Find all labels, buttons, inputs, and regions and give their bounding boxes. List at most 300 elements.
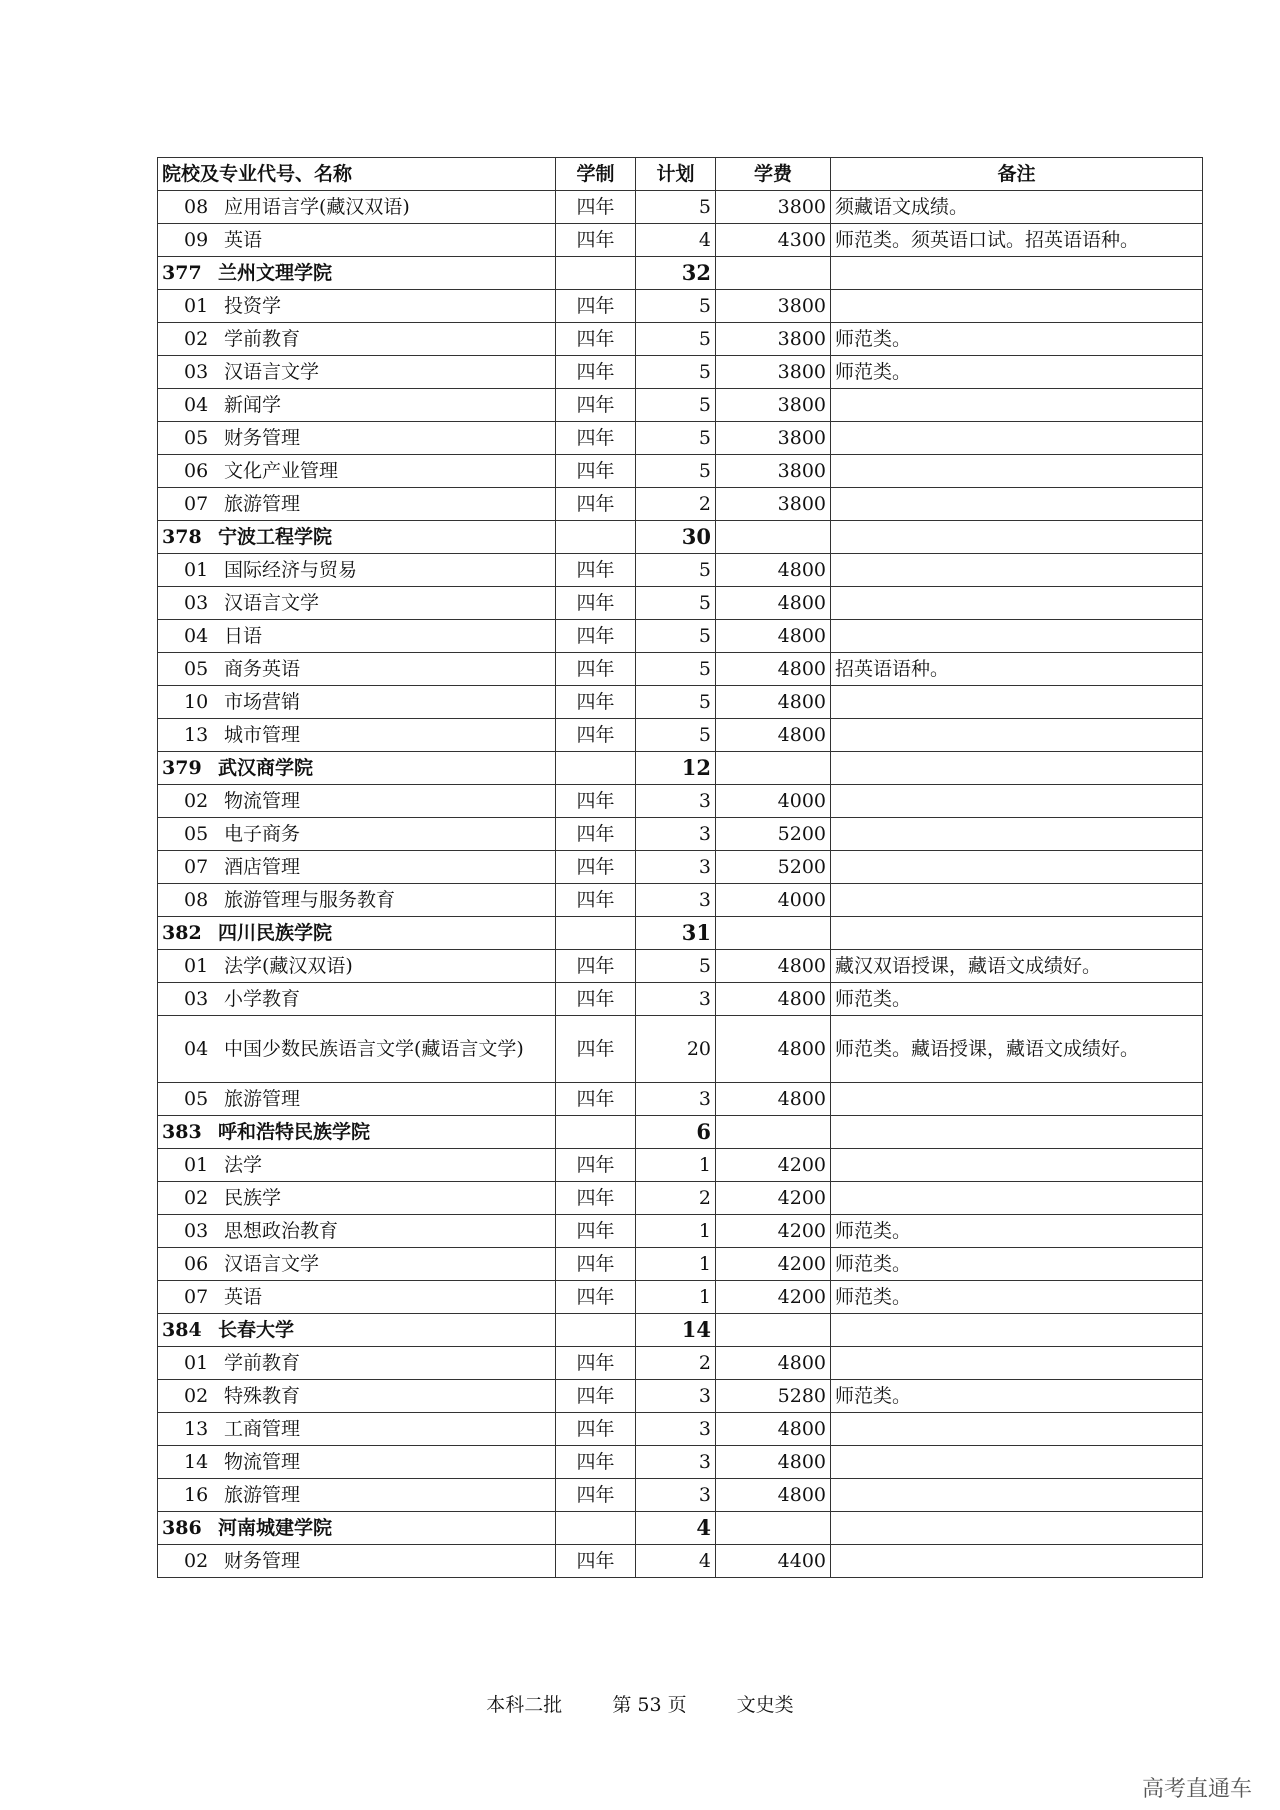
school-name: 河南城建学院 — [218, 1517, 333, 1539]
note-cell: 师范类。藏语授课，藏语文成绩好。 — [831, 1016, 1203, 1083]
major-code: 13 — [184, 1418, 209, 1440]
duration-cell: 四年 — [556, 455, 636, 488]
fee-cell: 3800 — [716, 422, 831, 455]
note-cell: 师范类。 — [831, 356, 1203, 389]
major-code: 02 — [184, 1385, 209, 1407]
major-name: 酒店管理 — [224, 856, 301, 878]
major-row — [158, 356, 1203, 389]
school-code: 384 — [162, 1319, 202, 1341]
fee-cell — [716, 1116, 831, 1149]
major-row — [158, 620, 1203, 653]
duration-cell — [556, 917, 636, 950]
duration-cell: 四年 — [556, 884, 636, 917]
major-row — [158, 1248, 1203, 1281]
school-code: 377 — [162, 262, 202, 284]
fee-cell: 4200 — [716, 1281, 831, 1314]
major-row — [158, 818, 1203, 851]
major-code: 07 — [184, 493, 209, 515]
fee-cell: 4800 — [716, 653, 831, 686]
duration-cell: 四年 — [556, 1413, 636, 1446]
major-name: 旅游管理 — [224, 1088, 301, 1110]
fee-cell: 3800 — [716, 356, 831, 389]
plan-cell: 1 — [636, 1149, 716, 1182]
duration-cell: 四年 — [556, 818, 636, 851]
duration-cell: 四年 — [556, 950, 636, 983]
major-name: 法学(藏汉双语) — [224, 955, 353, 977]
note-cell — [831, 1182, 1203, 1215]
footer-batch: 本科二批 — [486, 1694, 563, 1716]
duration-cell: 四年 — [556, 983, 636, 1016]
major-row — [158, 851, 1203, 884]
major-name: 物流管理 — [224, 790, 301, 812]
duration-cell: 四年 — [556, 1016, 636, 1083]
fee-cell: 4800 — [716, 950, 831, 983]
fee-cell: 3800 — [716, 323, 831, 356]
header-duration: 学制 — [556, 158, 636, 191]
fee-cell — [716, 521, 831, 554]
major-cell — [158, 1281, 556, 1314]
school-name: 呼和浩特民族学院 — [218, 1121, 371, 1143]
duration-cell: 四年 — [556, 1248, 636, 1281]
plan-cell: 3 — [636, 785, 716, 818]
school-row — [158, 917, 1203, 950]
major-cell — [158, 1413, 556, 1446]
header-name: 院校及专业代号、名称 — [158, 158, 556, 191]
school-row — [158, 1116, 1203, 1149]
plan-cell: 5 — [636, 587, 716, 620]
plan-cell: 5 — [636, 950, 716, 983]
fee-cell — [716, 1512, 831, 1545]
admissions-table — [157, 157, 1203, 1578]
major-cell — [158, 1347, 556, 1380]
major-name: 国际经济与贸易 — [224, 559, 358, 581]
note-cell — [831, 1545, 1203, 1578]
major-code: 01 — [184, 1352, 209, 1374]
major-cell — [158, 686, 556, 719]
major-code: 01 — [184, 955, 209, 977]
major-row — [158, 455, 1203, 488]
duration-cell: 四年 — [556, 488, 636, 521]
major-cell — [158, 389, 556, 422]
major-cell — [158, 1083, 556, 1116]
major-cell — [158, 1479, 556, 1512]
major-cell — [158, 1545, 556, 1578]
plan-cell: 14 — [636, 1314, 716, 1347]
plan-cell: 5 — [636, 389, 716, 422]
major-cell — [158, 950, 556, 983]
note-cell: 师范类。须英语口试。招英语语种。 — [831, 224, 1203, 257]
school-code: 386 — [162, 1517, 202, 1539]
footer-page-number: 第 53 页 — [612, 1694, 687, 1716]
footer-category: 文史类 — [736, 1694, 794, 1716]
major-code: 04 — [184, 1038, 209, 1060]
fee-cell: 5280 — [716, 1380, 831, 1413]
fee-cell: 4200 — [716, 1215, 831, 1248]
note-cell: 师范类。 — [831, 983, 1203, 1016]
major-name: 学前教育 — [224, 1352, 301, 1374]
major-code: 06 — [184, 460, 209, 482]
note-cell — [831, 521, 1203, 554]
note-cell — [831, 1446, 1203, 1479]
duration-cell: 四年 — [556, 224, 636, 257]
school-row — [158, 1512, 1203, 1545]
major-row — [158, 323, 1203, 356]
major-name: 旅游管理 — [224, 1484, 301, 1506]
plan-cell: 3 — [636, 983, 716, 1016]
major-name: 旅游管理 — [224, 493, 301, 515]
major-cell — [158, 1149, 556, 1182]
plan-cell: 32 — [636, 257, 716, 290]
note-cell: 师范类。 — [831, 1281, 1203, 1314]
duration-cell: 四年 — [556, 1545, 636, 1578]
school-name: 长春大学 — [218, 1319, 295, 1341]
major-row — [158, 1149, 1203, 1182]
school-name: 武汉商学院 — [218, 757, 314, 779]
school-code: 382 — [162, 922, 202, 944]
school-cell — [158, 257, 556, 290]
duration-cell: 四年 — [556, 389, 636, 422]
major-code: 07 — [184, 856, 209, 878]
note-cell — [831, 1314, 1203, 1347]
note-cell — [831, 290, 1203, 323]
major-code: 06 — [184, 1253, 209, 1275]
school-code: 383 — [162, 1121, 202, 1143]
note-cell — [831, 257, 1203, 290]
major-code: 03 — [184, 361, 209, 383]
duration-cell: 四年 — [556, 851, 636, 884]
major-row — [158, 1347, 1203, 1380]
plan-cell: 4 — [636, 224, 716, 257]
duration-cell: 四年 — [556, 1083, 636, 1116]
duration-cell: 四年 — [556, 785, 636, 818]
school-cell — [158, 521, 556, 554]
fee-cell: 3800 — [716, 389, 831, 422]
major-name: 旅游管理与服务教育 — [224, 889, 396, 911]
plan-cell: 5 — [636, 686, 716, 719]
plan-cell: 3 — [636, 1380, 716, 1413]
major-name: 投资学 — [224, 295, 282, 317]
major-code: 01 — [184, 1154, 209, 1176]
major-cell — [158, 620, 556, 653]
duration-cell: 四年 — [556, 653, 636, 686]
note-cell — [831, 422, 1203, 455]
plan-cell: 2 — [636, 1347, 716, 1380]
major-cell — [158, 290, 556, 323]
note-cell: 藏汉双语授课，藏语文成绩好。 — [831, 950, 1203, 983]
major-cell — [158, 488, 556, 521]
fee-cell — [716, 917, 831, 950]
major-code: 05 — [184, 658, 209, 680]
major-row — [158, 950, 1203, 983]
major-code: 01 — [184, 295, 209, 317]
major-name: 财务管理 — [224, 1550, 301, 1572]
note-cell — [831, 851, 1203, 884]
note-cell: 须藏语文成绩。 — [831, 191, 1203, 224]
plan-cell: 30 — [636, 521, 716, 554]
major-code: 03 — [184, 988, 209, 1010]
major-name: 特殊教育 — [224, 1385, 301, 1407]
fee-cell: 4300 — [716, 224, 831, 257]
note-cell — [831, 785, 1203, 818]
table-header-row — [158, 158, 1203, 191]
major-cell — [158, 455, 556, 488]
major-row — [158, 1083, 1203, 1116]
plan-cell: 1 — [636, 1281, 716, 1314]
major-code: 01 — [184, 559, 209, 581]
plan-cell: 3 — [636, 1083, 716, 1116]
major-name: 城市管理 — [224, 724, 301, 746]
note-cell — [831, 389, 1203, 422]
note-cell — [831, 818, 1203, 851]
school-row — [158, 521, 1203, 554]
plan-cell: 3 — [636, 1413, 716, 1446]
major-name: 商务英语 — [224, 658, 301, 680]
major-cell — [158, 224, 556, 257]
fee-cell: 4800 — [716, 983, 831, 1016]
duration-cell: 四年 — [556, 1380, 636, 1413]
major-row — [158, 686, 1203, 719]
plan-cell: 5 — [636, 554, 716, 587]
plan-cell: 4 — [636, 1512, 716, 1545]
note-cell — [831, 1413, 1203, 1446]
major-code: 03 — [184, 592, 209, 614]
fee-cell: 4000 — [716, 884, 831, 917]
note-cell — [831, 686, 1203, 719]
fee-cell: 4400 — [716, 1545, 831, 1578]
fee-cell: 4800 — [716, 686, 831, 719]
major-cell — [158, 1446, 556, 1479]
plan-cell: 5 — [636, 653, 716, 686]
school-name: 四川民族学院 — [218, 922, 333, 944]
major-row — [158, 1380, 1203, 1413]
plan-cell: 5 — [636, 719, 716, 752]
fee-cell: 4200 — [716, 1248, 831, 1281]
duration-cell: 四年 — [556, 554, 636, 587]
duration-cell — [556, 257, 636, 290]
fee-cell: 4800 — [716, 1479, 831, 1512]
major-row — [158, 884, 1203, 917]
major-cell — [158, 1016, 556, 1083]
major-row — [158, 554, 1203, 587]
major-cell — [158, 785, 556, 818]
fee-cell: 4800 — [716, 719, 831, 752]
header-note: 备注 — [831, 158, 1203, 191]
fee-cell: 4800 — [716, 620, 831, 653]
major-code: 13 — [184, 724, 209, 746]
duration-cell: 四年 — [556, 1479, 636, 1512]
note-cell — [831, 488, 1203, 521]
major-code: 02 — [184, 328, 209, 350]
note-cell — [831, 884, 1203, 917]
duration-cell: 四年 — [556, 1281, 636, 1314]
school-cell — [158, 1116, 556, 1149]
major-code: 04 — [184, 394, 209, 416]
school-row — [158, 1314, 1203, 1347]
major-row — [158, 1413, 1203, 1446]
fee-cell: 4200 — [716, 1149, 831, 1182]
major-name: 中国少数民族语言文学(藏语言文学) — [224, 1038, 524, 1060]
plan-cell: 20 — [636, 1016, 716, 1083]
major-cell — [158, 422, 556, 455]
fee-cell: 3800 — [716, 455, 831, 488]
major-code: 04 — [184, 625, 209, 647]
note-cell — [831, 1512, 1203, 1545]
plan-cell: 12 — [636, 752, 716, 785]
note-cell: 师范类。 — [831, 1248, 1203, 1281]
major-code: 02 — [184, 1187, 209, 1209]
major-code: 05 — [184, 1088, 209, 1110]
note-cell: 师范类。 — [831, 1215, 1203, 1248]
major-name: 市场营销 — [224, 691, 301, 713]
major-name: 日语 — [224, 625, 263, 647]
major-code: 08 — [184, 196, 209, 218]
duration-cell: 四年 — [556, 620, 636, 653]
plan-cell: 5 — [636, 290, 716, 323]
major-code: 05 — [184, 823, 209, 845]
major-cell — [158, 323, 556, 356]
fee-cell — [716, 1314, 831, 1347]
duration-cell: 四年 — [556, 323, 636, 356]
header-fee: 学费 — [716, 158, 831, 191]
major-code: 02 — [184, 1550, 209, 1572]
major-row — [158, 1016, 1203, 1083]
major-name: 文化产业管理 — [224, 460, 339, 482]
duration-cell: 四年 — [556, 686, 636, 719]
duration-cell — [556, 1512, 636, 1545]
major-cell — [158, 884, 556, 917]
major-name: 英语 — [224, 1286, 263, 1308]
major-code: 03 — [184, 1220, 209, 1242]
fee-cell: 4800 — [716, 587, 831, 620]
major-code: 08 — [184, 889, 209, 911]
plan-cell: 31 — [636, 917, 716, 950]
school-cell — [158, 1314, 556, 1347]
duration-cell — [556, 752, 636, 785]
major-name: 应用语言学(藏汉双语) — [224, 196, 410, 218]
plan-cell: 2 — [636, 488, 716, 521]
major-row — [158, 1545, 1203, 1578]
note-cell — [831, 587, 1203, 620]
major-row — [158, 1281, 1203, 1314]
fee-cell — [716, 752, 831, 785]
fee-cell: 4200 — [716, 1182, 831, 1215]
major-code: 16 — [184, 1484, 209, 1506]
school-row — [158, 752, 1203, 785]
major-cell — [158, 653, 556, 686]
major-name: 思想政治教育 — [224, 1220, 339, 1242]
note-cell: 师范类。 — [831, 323, 1203, 356]
major-name: 法学 — [224, 1154, 263, 1176]
major-cell — [158, 818, 556, 851]
major-row — [158, 1479, 1203, 1512]
major-row — [158, 1215, 1203, 1248]
note-cell — [831, 620, 1203, 653]
duration-cell — [556, 1314, 636, 1347]
duration-cell: 四年 — [556, 191, 636, 224]
fee-cell: 3800 — [716, 290, 831, 323]
major-cell — [158, 719, 556, 752]
major-code: 05 — [184, 427, 209, 449]
major-row — [158, 389, 1203, 422]
duration-cell — [556, 521, 636, 554]
fee-cell: 5200 — [716, 851, 831, 884]
school-code: 378 — [162, 526, 202, 548]
major-cell — [158, 1182, 556, 1215]
major-name: 汉语言文学 — [224, 1253, 320, 1275]
plan-cell: 1 — [636, 1248, 716, 1281]
fee-cell: 4800 — [716, 554, 831, 587]
major-code: 14 — [184, 1451, 209, 1473]
major-cell — [158, 554, 556, 587]
fee-cell — [716, 257, 831, 290]
note-cell — [831, 719, 1203, 752]
duration-cell: 四年 — [556, 587, 636, 620]
major-name: 财务管理 — [224, 427, 301, 449]
major-cell — [158, 191, 556, 224]
fee-cell: 4800 — [716, 1413, 831, 1446]
fee-cell: 4800 — [716, 1446, 831, 1479]
major-cell — [158, 1248, 556, 1281]
note-cell: 招英语语种。 — [831, 653, 1203, 686]
major-name: 学前教育 — [224, 328, 301, 350]
note-cell — [831, 1116, 1203, 1149]
major-row — [158, 488, 1203, 521]
duration-cell: 四年 — [556, 1149, 636, 1182]
major-code: 07 — [184, 1286, 209, 1308]
major-name: 新闻学 — [224, 394, 282, 416]
note-cell — [831, 1149, 1203, 1182]
major-name: 电子商务 — [224, 823, 301, 845]
duration-cell: 四年 — [556, 1347, 636, 1380]
major-name: 民族学 — [224, 1187, 282, 1209]
school-name: 宁波工程学院 — [218, 526, 333, 548]
school-name: 兰州文理学院 — [218, 262, 333, 284]
school-cell — [158, 1512, 556, 1545]
fee-cell: 5200 — [716, 818, 831, 851]
duration-cell: 四年 — [556, 1182, 636, 1215]
duration-cell: 四年 — [556, 290, 636, 323]
plan-cell: 5 — [636, 422, 716, 455]
note-cell: 师范类。 — [831, 1380, 1203, 1413]
major-row — [158, 785, 1203, 818]
major-name: 汉语言文学 — [224, 361, 320, 383]
plan-cell: 2 — [636, 1182, 716, 1215]
major-row — [158, 1446, 1203, 1479]
major-row — [158, 191, 1203, 224]
major-code: 02 — [184, 790, 209, 812]
plan-cell: 3 — [636, 884, 716, 917]
plan-cell: 3 — [636, 1446, 716, 1479]
duration-cell: 四年 — [556, 1215, 636, 1248]
note-cell — [831, 917, 1203, 950]
fee-cell: 3800 — [716, 191, 831, 224]
plan-cell: 1 — [636, 1215, 716, 1248]
plan-cell: 5 — [636, 323, 716, 356]
watermark: 高考直通车 — [1141, 1777, 1252, 1802]
major-row — [158, 587, 1203, 620]
major-row — [158, 1182, 1203, 1215]
plan-cell: 3 — [636, 818, 716, 851]
plan-cell: 5 — [636, 455, 716, 488]
plan-cell: 5 — [636, 191, 716, 224]
duration-cell — [556, 1116, 636, 1149]
major-name: 英语 — [224, 229, 263, 251]
major-cell — [158, 356, 556, 389]
note-cell — [831, 1083, 1203, 1116]
major-name: 工商管理 — [224, 1418, 301, 1440]
major-row — [158, 719, 1203, 752]
duration-cell: 四年 — [556, 356, 636, 389]
